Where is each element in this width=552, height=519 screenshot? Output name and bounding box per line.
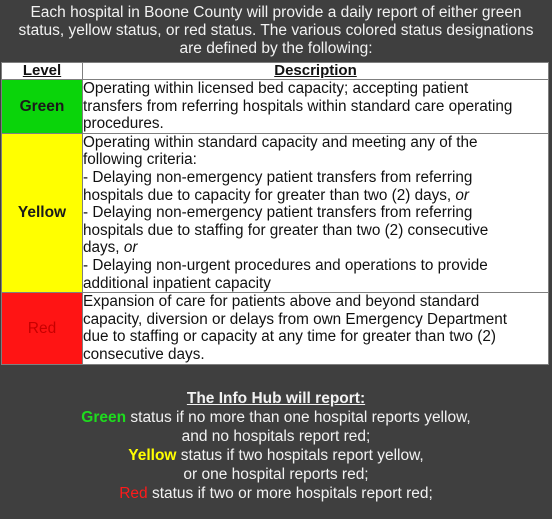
desc-line: additional inpatient capacity <box>83 274 271 292</box>
intro-text <box>0 4 552 58</box>
summary-text: or one hospital reports red; <box>183 466 369 483</box>
table-header-row <box>2 63 549 80</box>
desc-line: - Delaying non-emergency patient transfers from referring <box>83 168 473 186</box>
desc-line: following criteria: <box>83 151 197 169</box>
status-table <box>1 62 549 365</box>
desc-or: or <box>455 186 470 204</box>
desc-or: or <box>123 239 138 257</box>
summary-text: status if no more than one hospital reports yellow, <box>126 409 471 426</box>
desc-line: transfers from referring hospitals within standard care operating <box>83 97 513 115</box>
table-row-red <box>2 293 549 364</box>
intro-line: are defined by the following: <box>179 40 373 57</box>
table-row-yellow <box>2 133 549 292</box>
desc-line: days, <box>83 239 120 257</box>
desc-line: Operating within standard capacity and meeting any of the <box>83 133 478 151</box>
description-red <box>83 293 549 364</box>
yellow-keyword: Yellow <box>128 447 177 464</box>
desc-line: Operating within licensed bed capacity; accepting patient <box>83 80 469 97</box>
summary-red-line <box>0 484 552 503</box>
desc-line: due to staffing or capacity at any time for greater than two (2) <box>83 328 496 346</box>
desc-line: - Delaying non-urgent procedures and operations to provide <box>83 256 488 274</box>
summary-green-line <box>0 408 552 427</box>
desc-line: consecutive days. <box>83 345 205 363</box>
summary-yellow-line <box>0 446 552 465</box>
desc-line: hospitals due to staffing for greater than two (2) consecutive <box>83 221 489 239</box>
summary-text: and no hospitals report red; <box>181 428 371 445</box>
desc-line: hospitals due to capacity for greater than two (2) days, <box>83 186 452 204</box>
summary-text: status if two hospitals report yellow, <box>176 447 424 464</box>
description-green <box>83 80 549 134</box>
description-column-header: Description <box>83 63 549 80</box>
level-column-header: Level <box>2 63 83 80</box>
info-hub-summary <box>0 389 552 503</box>
summary-heading: The Info Hub will report: <box>186 390 366 407</box>
table-row-green <box>2 80 549 134</box>
level-green: Green <box>2 80 83 134</box>
intro-line: Each hospital in Boone County will provide a daily report of either green <box>30 4 522 21</box>
level-red: Red <box>2 293 83 364</box>
intro-line: status, yellow status, or red status. The various colored status designations <box>18 22 534 39</box>
desc-line: - Delaying non-emergency patient transfers from referring <box>83 204 473 222</box>
desc-line: procedures. <box>83 115 164 133</box>
red-keyword: Red <box>119 485 148 502</box>
green-keyword: Green <box>81 409 127 426</box>
desc-line: Expansion of care for patients above and beyond standard <box>83 293 480 311</box>
level-yellow: Yellow <box>2 133 83 292</box>
summary-text: status if two or more hospitals report red; <box>147 485 433 502</box>
desc-line: capacity, diversion or delays from own Emergency Department <box>83 310 507 328</box>
description-yellow <box>83 133 549 292</box>
